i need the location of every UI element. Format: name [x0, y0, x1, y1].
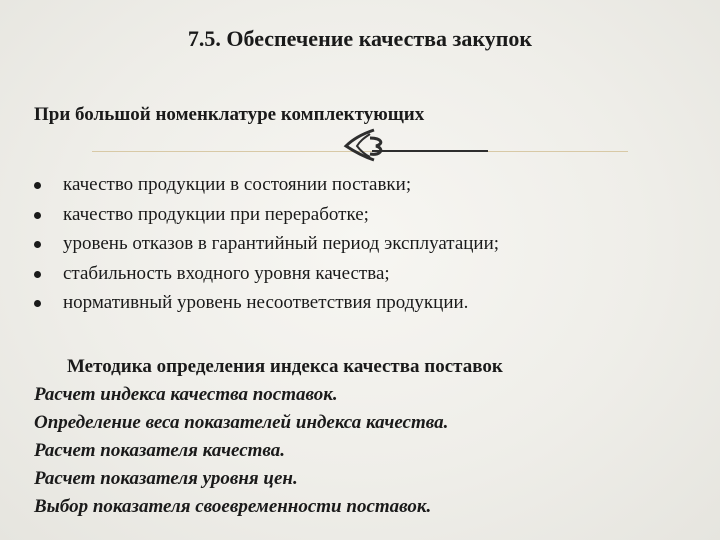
- method-step: Расчет показателя уровня цен.: [34, 468, 298, 489]
- list-item: [30, 229, 499, 259]
- list-item-text: нормативный уровень несоответствия продукции.: [63, 292, 469, 313]
- list-item: [30, 170, 499, 200]
- slide-title: 7.5. Обеспечение качества закупок: [187, 26, 533, 51]
- list-item-text: качество продукции в состоянии поставки;: [63, 174, 412, 195]
- list-item-text: уровень отказов в гарантийный период эксплуатации;: [63, 233, 500, 254]
- list-item: [30, 259, 499, 289]
- method-step: Определение веса показателей индекса качества.: [34, 412, 449, 433]
- list-item-text: качество продукции при переработке;: [63, 203, 369, 225]
- method-heading: Методика определения индекса качества поставок: [67, 356, 503, 377]
- bullet-icon: [34, 300, 41, 307]
- list-item: [30, 200, 499, 230]
- slide-subtitle: При большой номенклатуре комплектующих: [34, 104, 425, 125]
- flourish-ornament-icon: [340, 126, 388, 164]
- bullet-icon: [34, 182, 41, 189]
- divider-accent: [372, 150, 488, 152]
- method-step: Расчет индекса качества поставок.: [34, 384, 338, 405]
- method-step: Расчет показателя качества.: [34, 440, 286, 461]
- list-item-text: стабильность входного уровня качества;: [63, 262, 390, 284]
- method-step: Выбор показателя своевременности поставок.: [34, 496, 432, 517]
- bullet-icon: [34, 212, 41, 219]
- method-section: [34, 353, 503, 521]
- bullet-list: [30, 170, 499, 318]
- bullet-icon: [34, 241, 41, 248]
- bullet-icon: [34, 271, 41, 278]
- list-item: [30, 288, 499, 318]
